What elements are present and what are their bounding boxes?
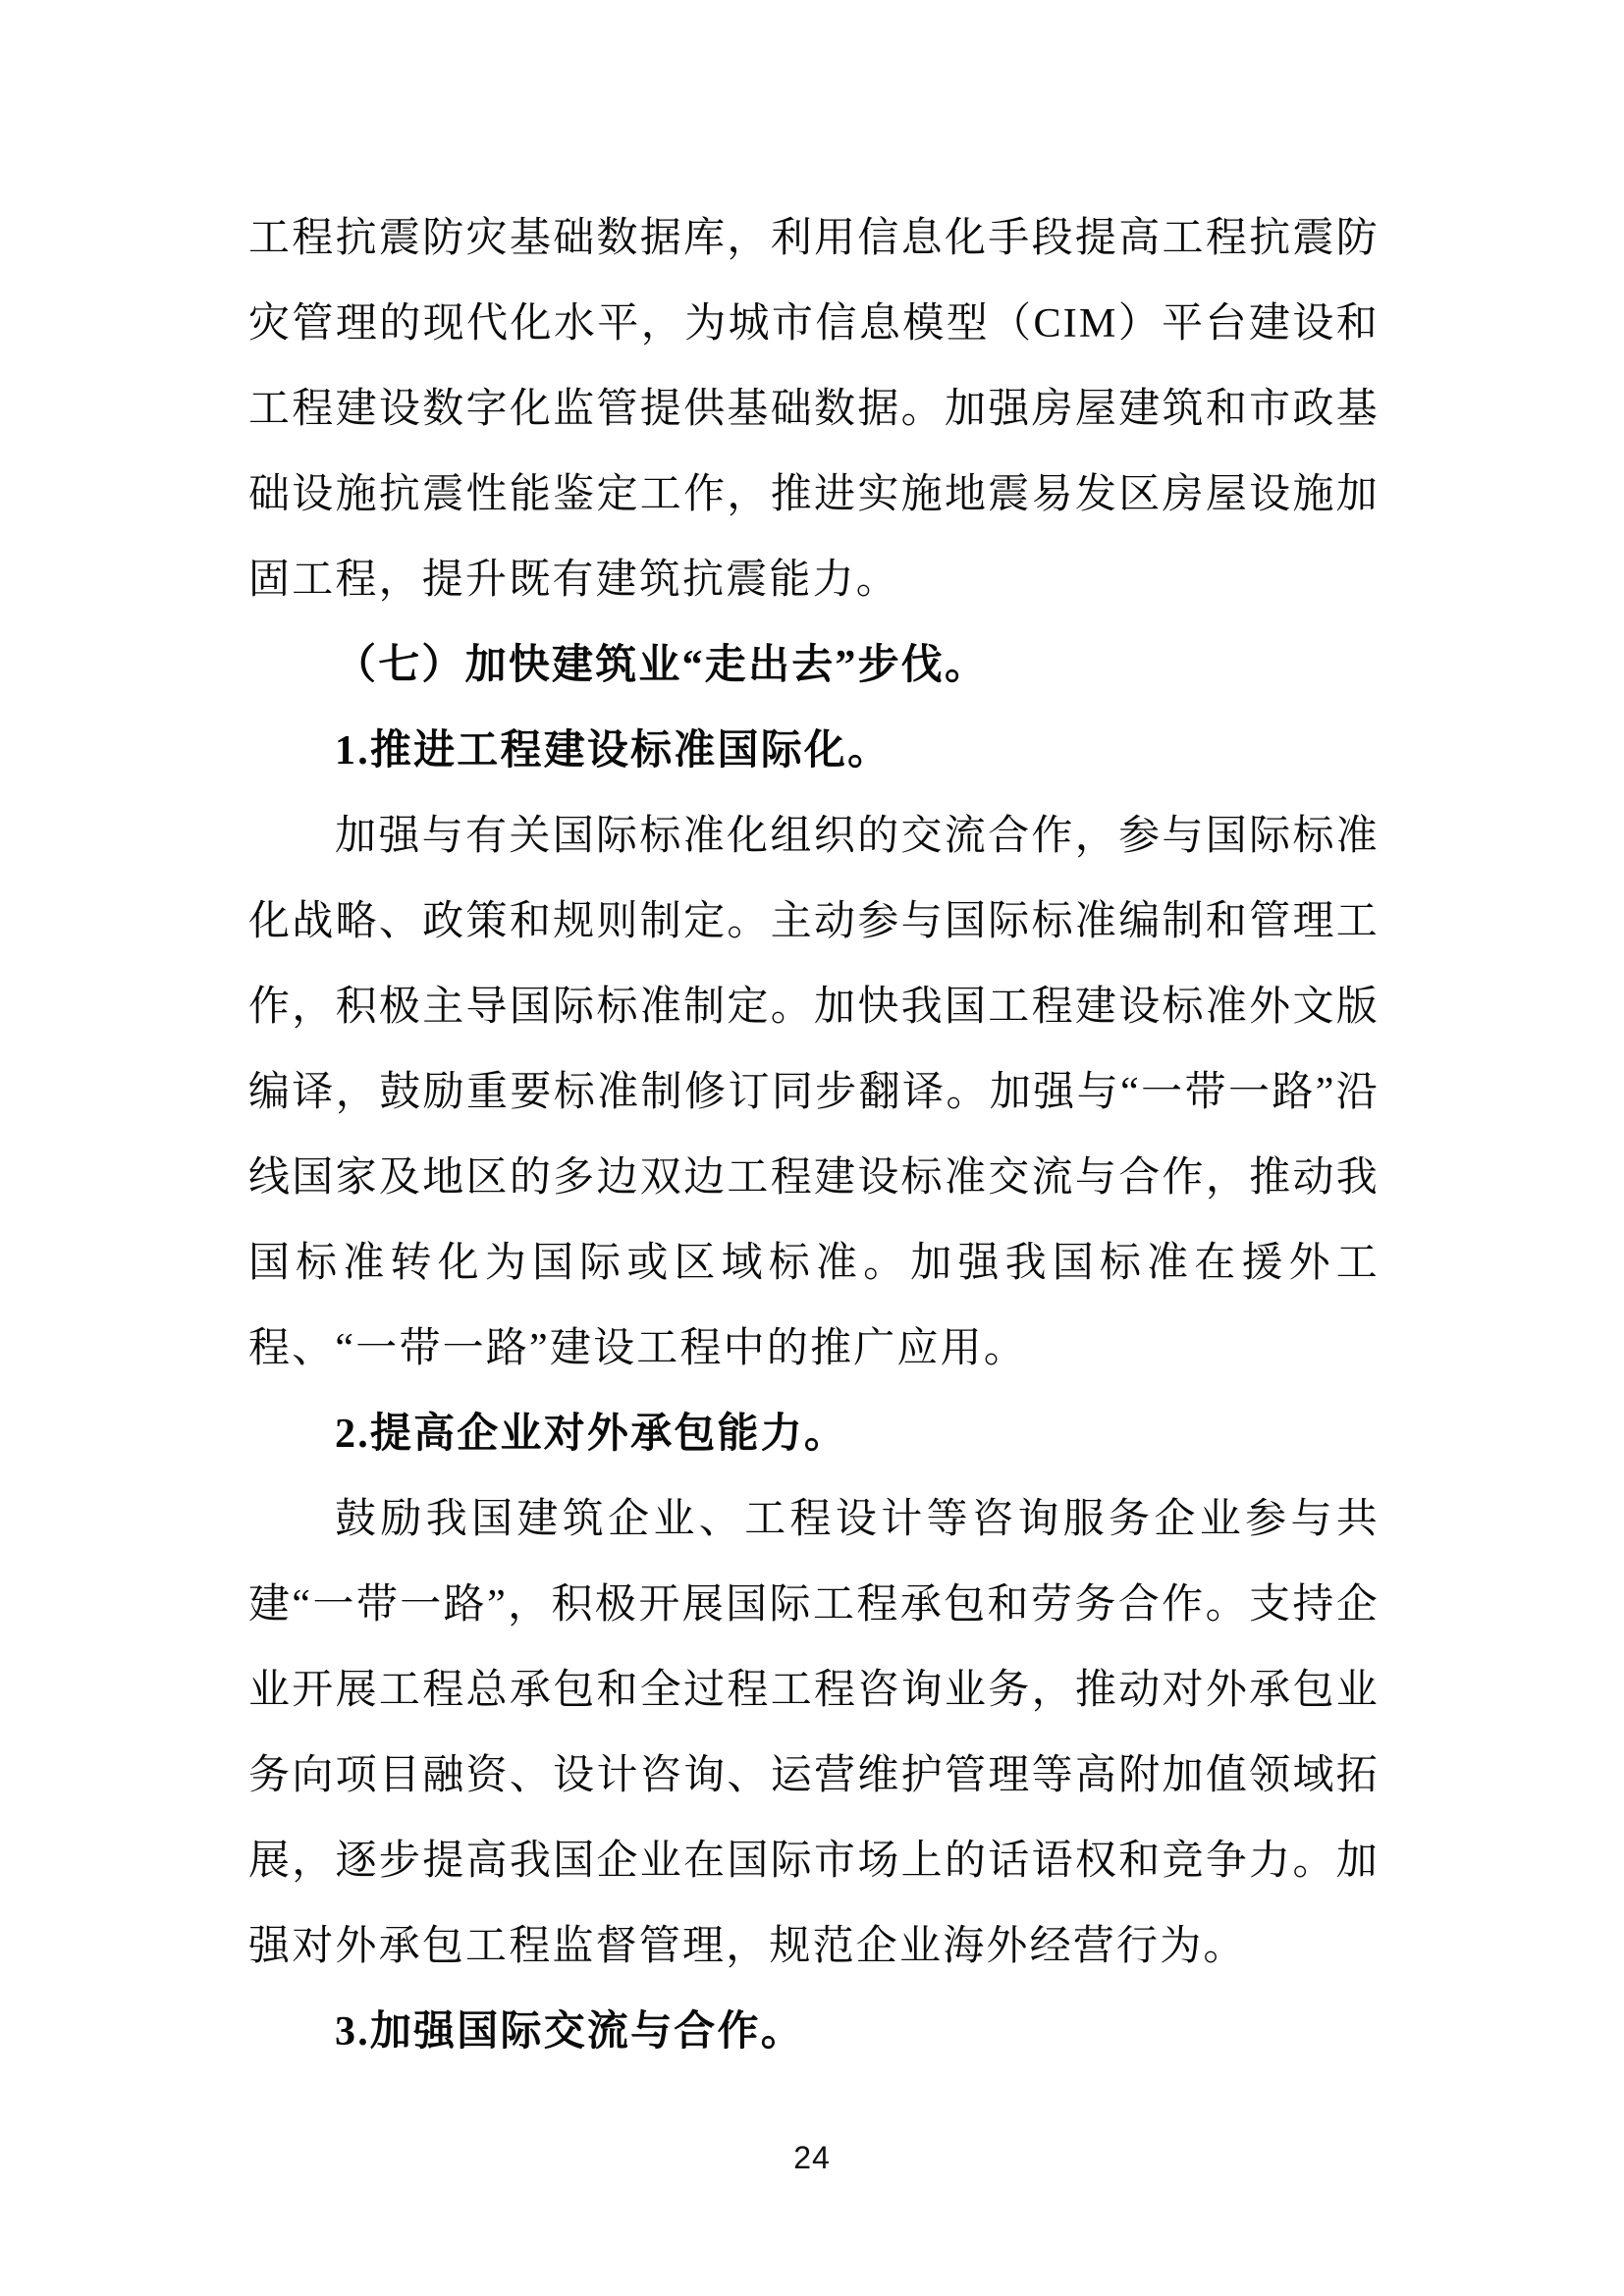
page-number: 24 [793,2140,831,2175]
body-paragraph: 鼓励我国建筑企业、工程设计等咨询服务企业参与共建“一带一路”，积极开展国际工程承包和劳务合作。支持企业开展工程总承包和全过程工程咨询业务，推动对外承包业务向项目融资、设计咨询、运营维护管理等高附加值领域拓展，逐步提高我国企业在国际市场上的话语权和竞争力。加强对外承包工程监督管理，规范企业海外经营行为。 [248,1497,1380,1969]
section-heading: （七）加快建筑业“走出去”步伐。 [335,643,989,688]
text-block [248,196,1380,2075]
numbered-heading: 3.加强国际交流与合作。 [335,2009,804,2055]
numbered-heading: 1.推进工程建设标准国际化。 [335,728,892,774]
body-paragraph: 工程抗震防灾基础数据库，利用信息化手段提高工程抗震防灾管理的现代化水平，为城市信息模型（CIM）平台建设和工程建设数字化监管提供基础数据。加强房屋建筑和市政基础设施抗震性能鉴定工作，推进实施地震易发区房屋设施加固工程，提升既有建筑抗震能力。 [248,216,1380,603]
body-paragraph: 加强与有关国际标准化组织的交流合作，参与国际标准化战略、政策和规则制定。主动参与国际标准编制和管理工作，积极主导国际标准制定。加快我国工程建设标准外文版编译，鼓励重要标准制修订同步翻译。加强与“一带一路”沿线国家及地区的多边双边工程建设标准交流与合作，推动我国标准转化为国际或区域标准。加强我国标准在援外工程、“一带一路”建设工程中的推广应用。 [248,814,1380,1371]
numbered-heading: 2.提高企业对外承包能力。 [335,1412,848,1457]
